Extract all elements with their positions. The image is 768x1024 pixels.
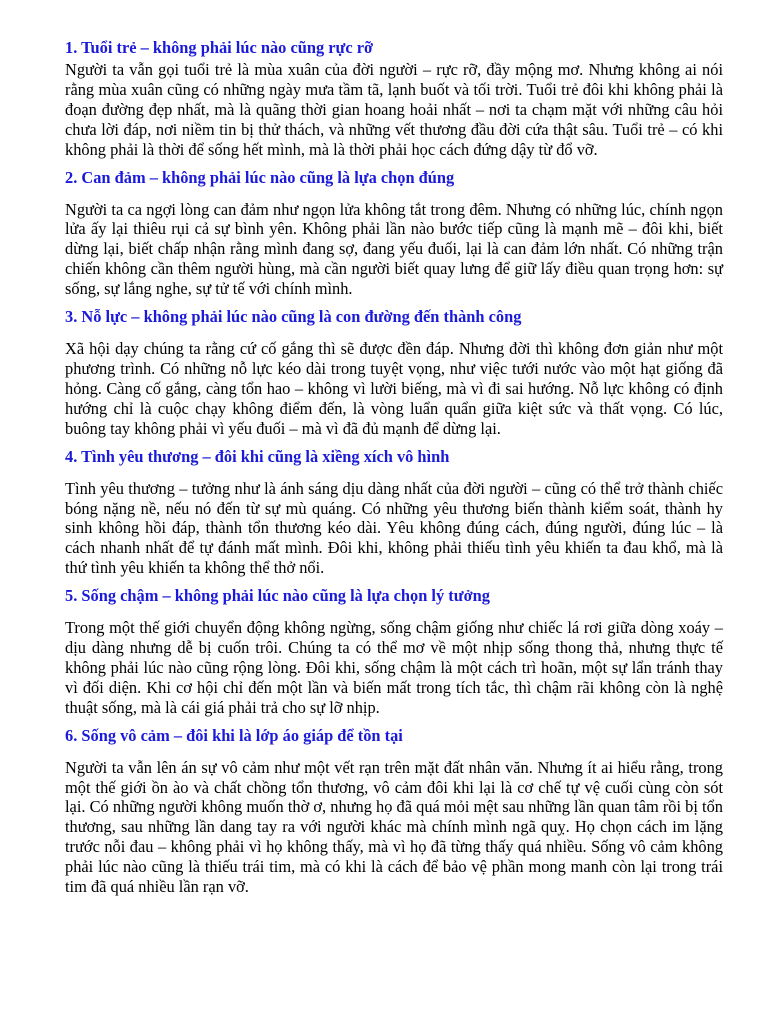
section-1	[65, 38, 723, 160]
section-heading: 3. Nỗ lực – không phải lúc nào cũng là con đường đến thành công	[65, 307, 522, 327]
section-paragraph: Trong một thế giới chuyển động không ngừng, sống chậm giống như chiếc lá rơi giữa dòng xoáy – dịu dàng nhưng dễ bị cuốn trôi. Chúng ta có thể mơ về một nhịp sống thong thả, nhưng thực tế không phải lúc nào cũng rộng lòng. Đôi khi, sống chậm là một cách trì hoãn, một sự lẩn tránh thay vì đối diện. Khi cơ hội chỉ đến một lần và biến mất trong tích tắc, thì chậm rãi không còn là nghệ thuật sống, mà là cái giá phải trả cho sự lỡ nhịp.	[65, 618, 723, 717]
section-heading: 2. Can đảm – không phải lúc nào cũng là lựa chọn đúng	[65, 167, 455, 187]
document-page	[65, 38, 723, 897]
section-2	[65, 168, 723, 300]
section-5	[65, 586, 723, 718]
section-paragraph: Người ta ca ngợi lòng can đảm như ngọn lửa không tắt trong đêm. Nhưng có những lúc, chính ngọn lửa ấy lại thiêu rụi cả sự bình yên. Không phải lần nào bước tiếp cũng là mạnh mẽ – đôi khi, biết dừng lại, biết chấp nhận rằng mình đang sợ, đang yếu đuối, lại là can đảm lớn nhất. Có những trận chiến không cần thêm người hùng, mà cần người biết quay lưng để giữ lấy điều quan trọng hơn: sự sống, sự lắng nghe, sự tử tế với chính mình.	[65, 199, 723, 299]
section-paragraph: Người ta vẫn lên án sự vô cảm như một vết rạn trên mặt đất nhân văn. Nhưng ít ai hiểu rằng, trong một thế giới ồn ào và chất chồng tổn thương, vô cảm đôi khi lại là cơ chế tự vệ cuối cùng còn sót lại. Có những người không muốn thờ ơ, nhưng họ đã quá mỏi mệt sau những lần quan tâm rồi bị tổn thương, sau những lần dang tay ra với người khác mà chính mình ngã quỵ. Họ chọn cách im lặng trước nỗi đau – không phải vì họ không thấy, mà vì họ đã từng thấy quá nhiều. Sống vô cảm không phải lúc nào cũng là thiếu trái tim, mà có khi là cách để bảo vệ phần mong manh còn lại trong trái tim đã quá nhiều lần rạn vỡ.	[65, 757, 723, 897]
section-paragraph: Tình yêu thương – tưởng như là ánh sáng dịu dàng nhất của đời người – cũng có thể trở thành chiếc bóng nặng nề, nếu nó đến từ sự mù quáng. Có những yêu thương biến thành kiểm soát, thành hy sinh không hồi đáp, thành tổn thương kéo dài. Yêu không đúng cách, đúng người, đúng lúc – là cách nhanh nhất để tự đánh mất mình. Đôi khi, không phải thiếu tình yêu khiến ta đau khổ, mà là thứ tình yêu khiến ta không thể thở nổi.	[65, 478, 723, 578]
section-heading: 6. Sống vô cảm – đôi khi là lớp áo giáp để tồn tại	[65, 725, 403, 745]
section-heading: 1. Tuổi trẻ – không phải lúc nào cũng rực rỡ	[65, 38, 374, 57]
section-heading: 4. Tình yêu thương – đôi khi cũng là xiềng xích vô hình	[65, 446, 450, 466]
section-heading: 5. Sống chậm – không phải lúc nào cũng là lựa chọn lý tưởng	[65, 586, 490, 606]
section-paragraph: Xã hội dạy chúng ta rằng cứ cố gắng thì sẽ được đền đáp. Nhưng đời thì không đơn giản như một phương trình. Có những nỗ lực kéo dài trong tuyệt vọng, như việc tưới nước vào một hạt giống đã hỏng. Càng cố gắng, càng tổn hao – không vì lười biếng, mà vì đi sai hướng. Nỗ lực không có định hướng chỉ là cuộc chạy không điểm đến, là vòng luẩn quẩn giữa kiệt sức và thất vọng. Có lúc, buông tay không phải vì yếu đuối – mà vì đã đủ mạnh để dừng lại.	[65, 339, 723, 438]
section-4	[65, 447, 723, 579]
section-3	[65, 307, 723, 439]
section-6	[65, 726, 723, 897]
section-paragraph: Người ta vẫn gọi tuổi trẻ là mùa xuân của đời người – rực rỡ, đầy mộng mơ. Nhưng không ai nói rằng mùa xuân cũng có những ngày mưa tầm tã, lạnh buốt và tối trời. Tuổi trẻ đôi khi không phải là đoạn đường đẹp nhất, mà là quãng thời gian hoang hoải nhất – nơi ta chạm mặt với những câu hỏi chưa lời đáp, nơi niềm tin bị thử thách, và những vết thương đầu đời cứa thật sâu. Tuổi trẻ – có khi không phải là thời để sống hết mình, mà là thời phải học cách đứng dậy từ đổ vỡ.	[65, 60, 723, 159]
